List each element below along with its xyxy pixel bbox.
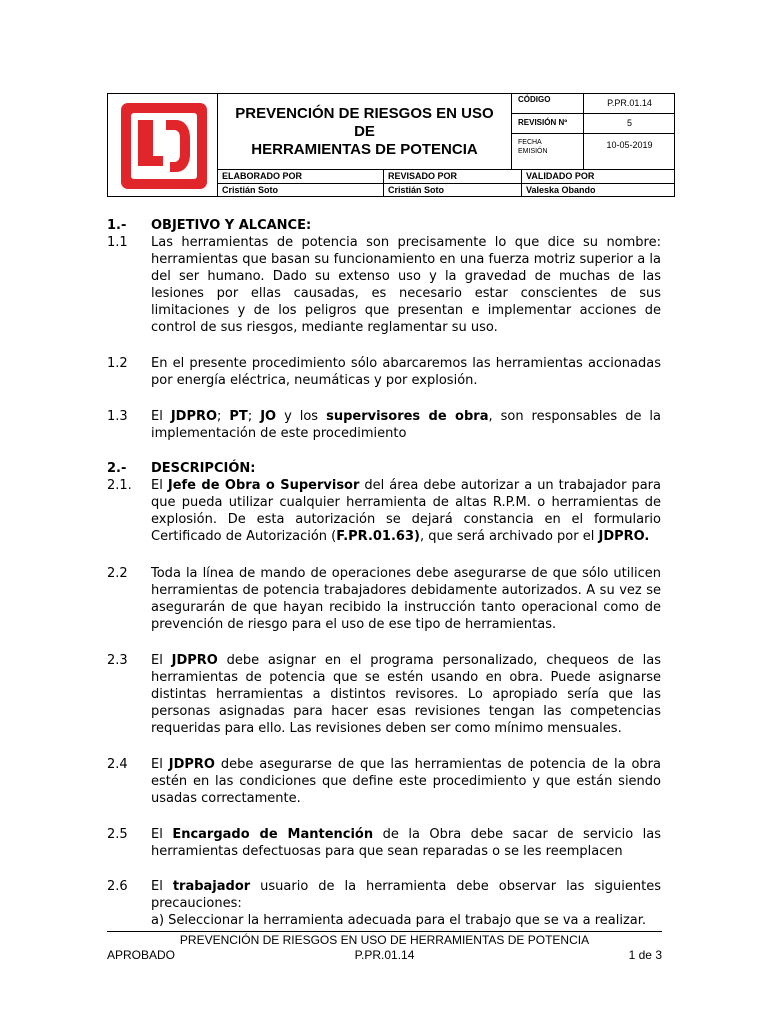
- section-number: 1.-: [107, 218, 127, 233]
- title-line-1: PREVENCIÓN DE RIESGOS EN USO: [235, 104, 494, 122]
- paragraph-text: El trabajador usuario de la herramienta debe observar las siguientes precauciones:: [151, 879, 661, 911]
- company-logo: [108, 94, 218, 197]
- revisado-label: REVISADO POR: [388, 171, 458, 181]
- paragraph-text: El JDPRO debe asignar en el programa personalizado, chequeos de las herramientas de potencia que se estén usando en obra. Puede asignarse distintas herramientas a distintos revisores. Lo apropiado sería que las personas asignadas para hacer esas revisiones tengan las competencias requeridas para ello. Las revisiones deben ser como mínimo mensuales.: [151, 653, 661, 736]
- paragraph-number: 2.1.: [107, 478, 132, 493]
- metadata-block: [511, 94, 675, 169]
- paragraph-text: El JDPRO debe asegurarse de que las herramientas de potencia de la obra estén en las condiciones que define este procedimiento y que están siendo usadas correctamente.: [151, 757, 661, 806]
- revision-label: REVISIÓN Nº: [518, 118, 568, 127]
- paragraph-number: 2.4: [107, 757, 128, 772]
- paragraph-number: 1.2: [107, 356, 128, 371]
- paragraph-text: Las herramientas de potencia son precisamente lo que dice su nombre: herramientas que basan su funcionamiento en una fuerza motriz superior a la del ser humano. Dado su extenso uso y la gravedad de muchas de las lesiones por ellas causadas, es necesario estar conscientes de sus limitaciones y de los peligros que presentan e implementar acciones de control de sus riesgos, mediante reglamentar su uso.: [151, 235, 661, 335]
- footer-divider: [107, 931, 662, 932]
- revision-row: [512, 114, 675, 134]
- revision-value: 5: [583, 114, 675, 133]
- logo-cell: [108, 94, 218, 197]
- paragraph-text: El Jefe de Obra o Supervisor del área debe autorizar a un trabajador para que pueda utilizar cualquier herramienta de altas R.P.M. o herramientas de explosión. De esta autorización se dejará constancia en el formulario Certificado de Autorización (F.PR.01.63), que será archivado por el JDPRO.: [151, 478, 661, 544]
- fecha-row: [512, 134, 675, 169]
- footer-code: P.PR.01.14: [354, 948, 415, 962]
- fecha-value: 10-05-2019: [583, 134, 675, 169]
- codigo-label: CÓDIGO: [518, 95, 551, 104]
- paragraph-text: El Encargado de Mantención de la Obra debe sacar de servicio las herramientas defectuosas para que sean reparadas o se les reemplacen: [151, 827, 661, 859]
- elaborado-label: ELABORADO POR: [222, 171, 303, 181]
- section-title: DESCRIPCIÓN:: [151, 461, 256, 476]
- title-line-3: HERRAMIENTAS DE POTENCIA: [251, 140, 478, 158]
- document-header: [107, 93, 675, 197]
- footer-row: [107, 948, 662, 964]
- paragraph-number: 2.5: [107, 827, 128, 842]
- paragraph-number: 2.6: [107, 879, 128, 894]
- revisado-value: Cristián Soto: [388, 185, 445, 195]
- paragraph-text: En el presente procedimiento sólo abarcaremos las herramientas accionadas por energía eléctrica, neumáticas y por explosión.: [151, 356, 661, 388]
- validado-label: VALIDADO POR: [526, 171, 595, 181]
- document-title: [218, 94, 511, 169]
- paragraph-number: 2.2: [107, 566, 128, 581]
- paragraph-text: El JDPRO; PT; JO y los supervisores de obra, son responsables de la implementación de este procedimiento: [151, 409, 662, 441]
- validado-value: Valeska Obando: [526, 185, 596, 195]
- paragraph-text: Toda la línea de mando de operaciones debe asegurarse de que sólo utilicen herramientas de potencia trabajadores debidamente autorizados. A su vez se asegurarán de que hayan recibido la instrucción tanto operacional como de prevención de riesgo para el uso de ese tipo de herramientas.: [151, 566, 661, 632]
- footer-title: PREVENCIÓN DE RIESGOS EN USO DE HERRAMIENTAS DE POTENCIA: [179, 933, 590, 947]
- paragraph-number: 1.1: [107, 235, 128, 250]
- section-title: OBJETIVO Y ALCANCE:: [151, 218, 312, 233]
- footer-status: APROBADO: [107, 948, 176, 962]
- title-line-2: DE: [354, 122, 375, 140]
- section-number: 2.-: [107, 461, 127, 476]
- elaborado-value: Cristián Soto: [222, 185, 279, 195]
- elaborado-cell: [218, 170, 383, 197]
- codigo-value: P.PR.01.14: [583, 94, 675, 113]
- validado-cell: [521, 170, 675, 197]
- codigo-row: [512, 94, 675, 114]
- approval-row: [218, 169, 675, 197]
- page-number: 1 de 3: [628, 948, 662, 962]
- paragraph-number: 1.3: [107, 409, 128, 424]
- revisado-cell: [383, 170, 521, 197]
- fecha-label-1: FECHA: [518, 139, 542, 146]
- paragraph-number: 2.3: [107, 653, 128, 668]
- fecha-label-2: EMISIÓN: [518, 148, 548, 155]
- list-item-text: a) Seleccionar la herramienta adecuada para el trabajo que se va a realizar.: [151, 913, 647, 928]
